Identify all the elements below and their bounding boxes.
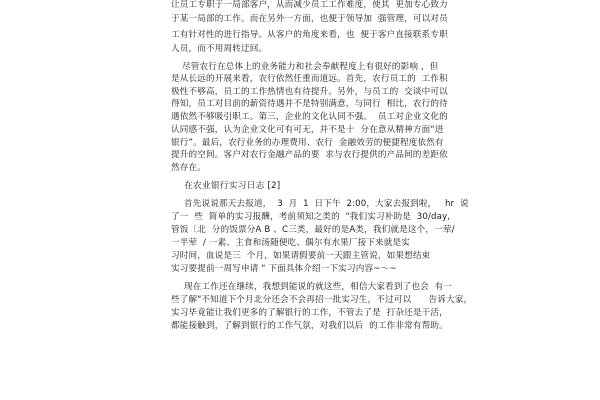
paragraph-3-line: 管饭〔北 分的饭票分A B 、C三类，最好的是A类，我们就是这个，一荤/ — [171, 225, 455, 235]
paragraph-2-line: 极性不够高，员工的工作热情也有待提升。另外，与员工的 交谈中可以 — [171, 87, 448, 97]
paragraph-2-line: 认同感不强，认为企业文化可有可无，并不是十 分在意从精神方面“进 — [171, 125, 444, 135]
paragraph-1-line: 人员，而不用周转迂回。 — [171, 44, 268, 54]
paragraph-2-line: 然存在。 — [171, 163, 206, 173]
paragraph-2-line: 是从长远的开展来看，农行依然任重而道远。首先，农行员工的 工作积 — [171, 74, 448, 84]
paragraph-4-line: 实习毕竟能让我们更多的了解银行的工作，不管去了是 打杂还是干活， — [171, 308, 448, 318]
paragraph-3-line: 一半荤 / 一素、主食和汤随便吃、偶尔有水果厂接下来就是实 — [171, 238, 411, 248]
paragraph-2-line: 尽管农行在总体上的业务能力和社会奉献程度上有很好的影响 ，但 — [182, 62, 439, 72]
paragraph-3-line: 了一 些 简单的实习报酬，考前须知之类的 "我们实习补助是 30/day, — [171, 212, 451, 222]
paragraph-1-line: 让员工专职于一局部客户，从而减少员工工作难度，使其 更加专心致力 — [171, 0, 448, 10]
paragraph-3-line: 首先说说那天去报道， 3 月 1 日下午 2:00，大家去报到啦， hr 说 — [184, 199, 469, 209]
paragraph-2-line: 提升的空间。客户对农行金融产品的要 求与农行提供的产品间的差距依 — [171, 150, 448, 160]
paragraph-2-line: 遇依然不够吸引职工。第三，企业的文化认同不强。 员工对企业文化的 — [171, 112, 448, 122]
paragraph-1-line: 工有针对性的进行指导。从客户的角度来看，也 便于客户直接联系专职 — [171, 30, 448, 40]
paragraph-1-line: 于某一局部的工作。而在另外一方面，也便于领导加 强管理，可以对员 — [171, 14, 448, 24]
paragraph-4-line: 些了解"不知道下个月北分还会不会再招一批实习生，不过可以 告诉大家， — [171, 295, 473, 305]
section-heading: 在农业银行实习日志 [2] — [184, 181, 281, 191]
paragraph-3-line: 习时间，血说是三 个月，如果请假要前一天跟主管说，如果想结束 — [171, 251, 431, 261]
paragraph-2-line: 银行”。最后，农行业务的办理费用、农行 金融效劳的便捷程度依然有 — [171, 138, 444, 148]
paragraph-2-line: 得知，员工对目前的薪资待遇并不是特别满意，与同行 相比，农行的待 — [171, 99, 448, 109]
paragraph-4-line: 都能接触到，了解到银行的工作气氛，对我们以后 的工作非常有帮助。 — [171, 321, 448, 331]
paragraph-4-line: 现在工作还在继续，我想到能说的就这些，相信大家看到了也会 有一 — [184, 282, 453, 292]
paragraph-3-line: 实习要提前一周写申请 " 下面具体介绍一下实习内容~〜~ — [171, 264, 397, 274]
